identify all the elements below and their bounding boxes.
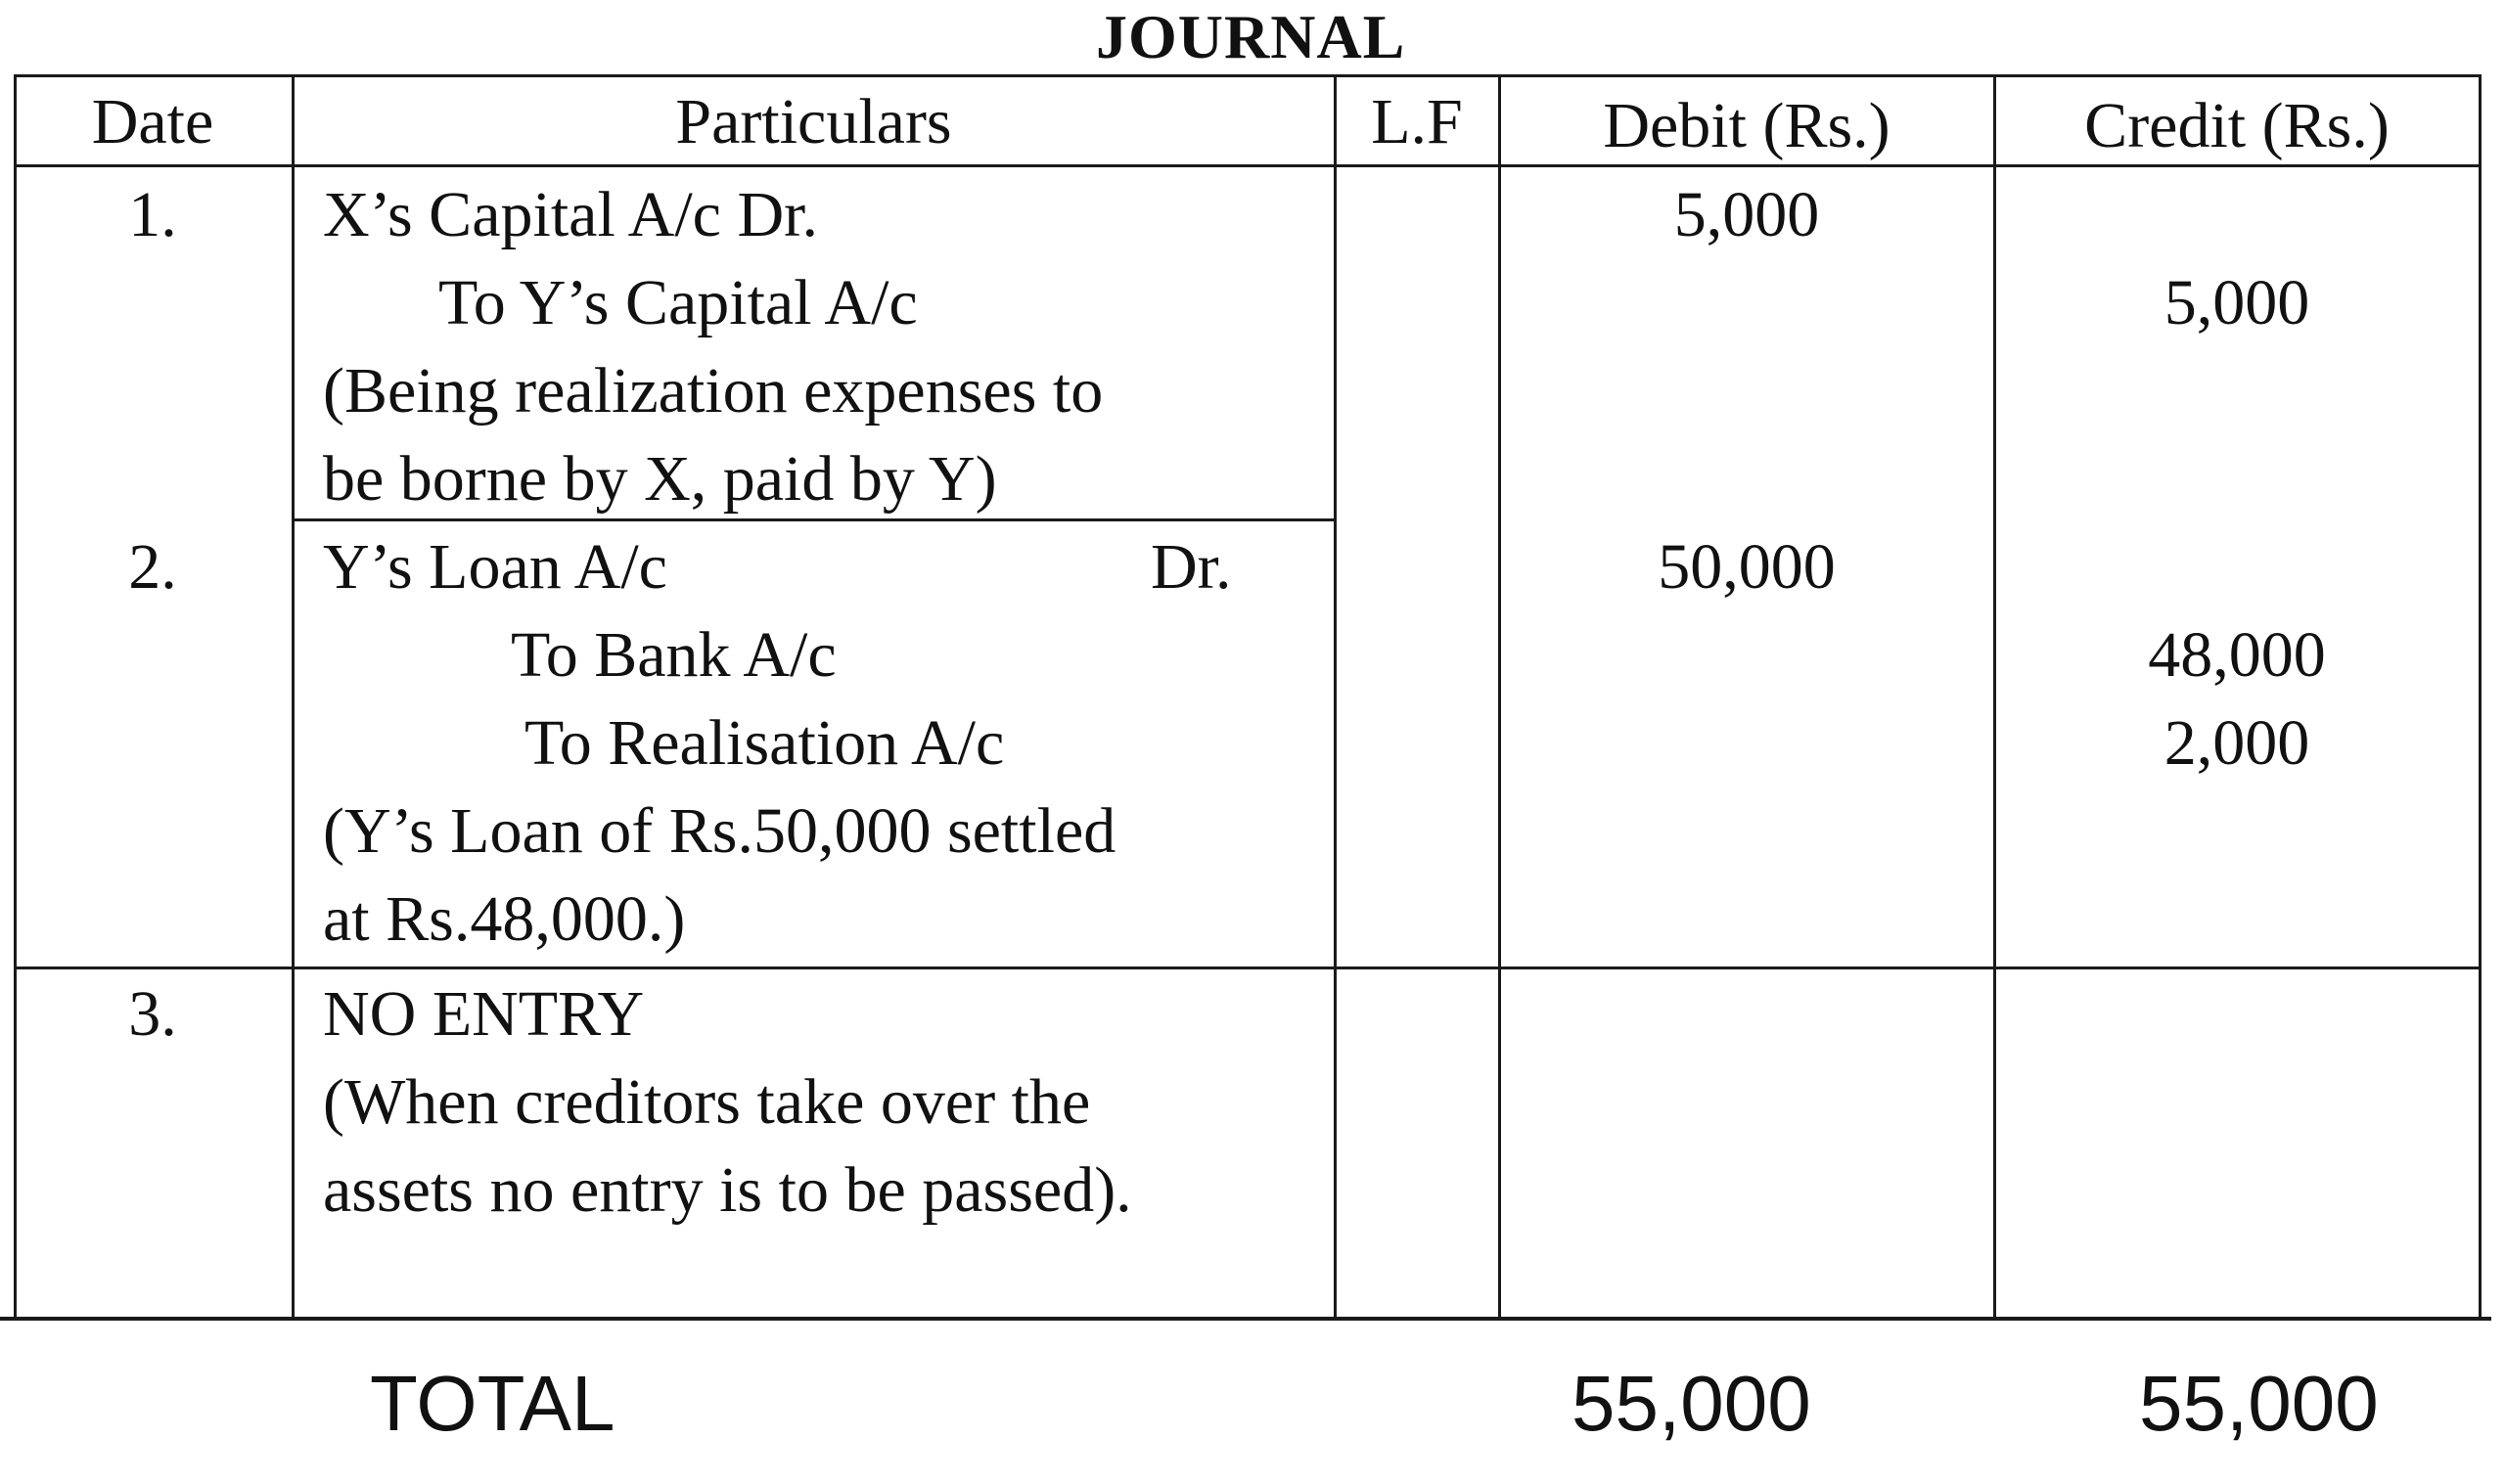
narration-line: (Being realization expenses to [323,355,1104,427]
header-date: Date [91,86,214,157]
entry-date: 1. [128,179,177,250]
no-entry-heading: NO ENTRY [323,978,645,1050]
header-debit: Debit (Rs.) [1603,90,1890,161]
credit-account: To Y’s Capital A/c [438,267,918,338]
table-top-border [14,74,2482,77]
entry-separator-1-2 [294,518,1336,521]
date-column-divider [292,74,295,1319]
credit-amount: 2,000 [2163,707,2310,779]
debit-amount: 50,000 [1658,531,1836,603]
total-debit: 55,000 [1571,1360,1811,1447]
total-credit: 55,000 [2139,1360,2379,1447]
particulars-column-divider [1334,74,1337,1319]
credit-amount: 48,000 [2148,619,2326,691]
credit-amount: 5,000 [2163,267,2310,338]
credit-account: To Bank A/c [511,619,837,691]
narration-line: (Y’s Loan of Rs.50,000 settled [323,795,1116,867]
narration-line: assets no entry is to be passed). [323,1154,1132,1226]
total-label: TOTAL [370,1360,615,1447]
entry-separator-2-3 [14,967,2482,969]
header-credit: Credit (Rs.) [2084,90,2390,161]
dr-marker: Dr. [1151,531,1232,603]
header-particulars: Particulars [675,86,952,157]
table-bottom-border [0,1317,2491,1321]
credit-account: To Realisation A/c [524,707,1005,779]
entry-date: 2. [128,531,177,603]
header-lf: L.F [1371,86,1463,157]
debit-account: X’s Capital A/c Dr. [323,179,818,250]
debit-amount: 5,000 [1673,179,1820,250]
header-bottom-border [14,164,2482,167]
narration-line: be borne by X, paid by Y) [323,443,997,515]
table-left-border [14,74,17,1319]
debit-account: Y’s Loan A/c [323,531,667,603]
narration-line: (When creditors take over the [323,1066,1091,1138]
table-right-border [2479,74,2482,1319]
journal-title: JOURNAL [1096,2,1406,71]
debit-column-divider [1993,74,1996,1319]
narration-line: at Rs.48,000.) [323,883,686,955]
lf-column-divider [1498,74,1501,1319]
entry-date: 3. [128,978,177,1050]
